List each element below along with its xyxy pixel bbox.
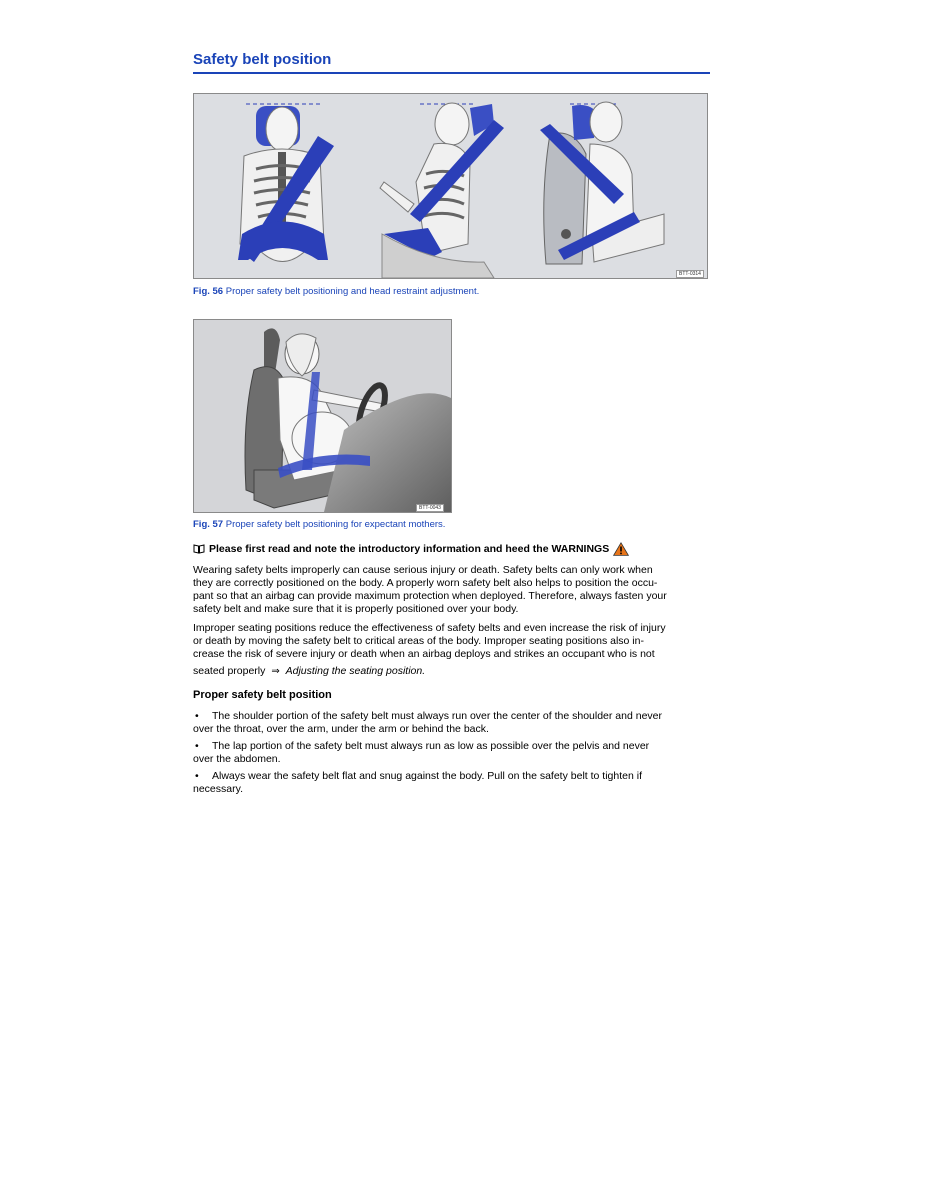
- warning-triangle-icon: [613, 542, 629, 556]
- bullet-item: [193, 770, 710, 796]
- text-fragment: seated properly: [193, 665, 266, 677]
- book-icon: [193, 544, 205, 554]
- bullet-icon: •: [195, 740, 199, 752]
- text-line: over the throat, over the arm, under the arm or behind the back.: [193, 723, 489, 735]
- text-line: safety belt and make sure that it is properly positioned over your body.: [193, 603, 519, 615]
- expectant-mother-illustration: [194, 320, 451, 512]
- figure-label: Fig. 57: [193, 519, 224, 530]
- page-title: Safety belt position: [193, 51, 710, 74]
- text-line: over the abdomen.: [193, 753, 281, 765]
- figure-code: BTT-0314: [676, 270, 704, 278]
- bullet-item: [193, 740, 710, 766]
- skeleton-front-view: [238, 106, 334, 262]
- cross-reference-arrow-icon: ⇒: [271, 666, 280, 677]
- text-line: pant so that an airbag can provide maximum protection when deployed. Therefore, always fasten your: [193, 590, 667, 602]
- figure-caption-text: Proper safety belt positioning for expectant mothers.: [225, 519, 446, 530]
- figure-56-illustration: [193, 93, 708, 279]
- text-line: [193, 665, 710, 678]
- bullet-icon: •: [195, 770, 199, 782]
- text-line: Always wear the safety belt flat and snug against the body. Pull on the safety belt to tighten if: [212, 770, 642, 782]
- figure-56-caption: [193, 286, 479, 297]
- section-subheading: Proper safety belt position: [193, 689, 332, 701]
- text-line: crease the risk of severe injury or death when an airbag deploys and strikes an occupant who is not: [193, 648, 655, 660]
- belt-positions-illustration: [194, 94, 707, 278]
- seated-occupant-view: [540, 102, 664, 264]
- text-line: necessary.: [193, 783, 243, 795]
- text-line: The shoulder portion of the safety belt must always run over the center of the shoulder and never: [212, 710, 663, 722]
- paragraph-1: [193, 564, 710, 616]
- bullet-item: [193, 710, 710, 736]
- bullet-icon: •: [195, 710, 199, 722]
- figure-57-caption: [193, 519, 445, 530]
- notice-text: Please first read and note the introductory information and heed the WARNINGS: [209, 543, 610, 555]
- text-line: or death by moving the safety belt to critical areas of the body. Improper seating positions also in-: [193, 635, 644, 647]
- text-line: Wearing safety belts improperly can cause serious injury or death. Safety belts can only work when: [193, 564, 653, 576]
- paragraph-2: [193, 622, 710, 678]
- text-line: Improper seating positions reduce the effectiveness of safety belts and even increase the risk of injury: [193, 622, 666, 634]
- figure-57-illustration: [193, 319, 452, 513]
- skeleton-side-view: [380, 103, 504, 278]
- figure-label: Fig. 56: [193, 286, 224, 297]
- read-warnings-notice: [193, 542, 629, 556]
- text-line: they are correctly positioned on the body. A properly worn safety belt also helps to position the occu-: [193, 577, 658, 589]
- figure-code: BTT-0043: [416, 504, 444, 512]
- figure-caption-text: Proper safety belt positioning and head restraint adjustment.: [225, 286, 480, 297]
- text-line: The lap portion of the safety belt must always run as low as possible over the pelvis and never: [212, 740, 650, 752]
- cross-reference-link[interactable]: Adjusting the seating position.: [285, 665, 426, 677]
